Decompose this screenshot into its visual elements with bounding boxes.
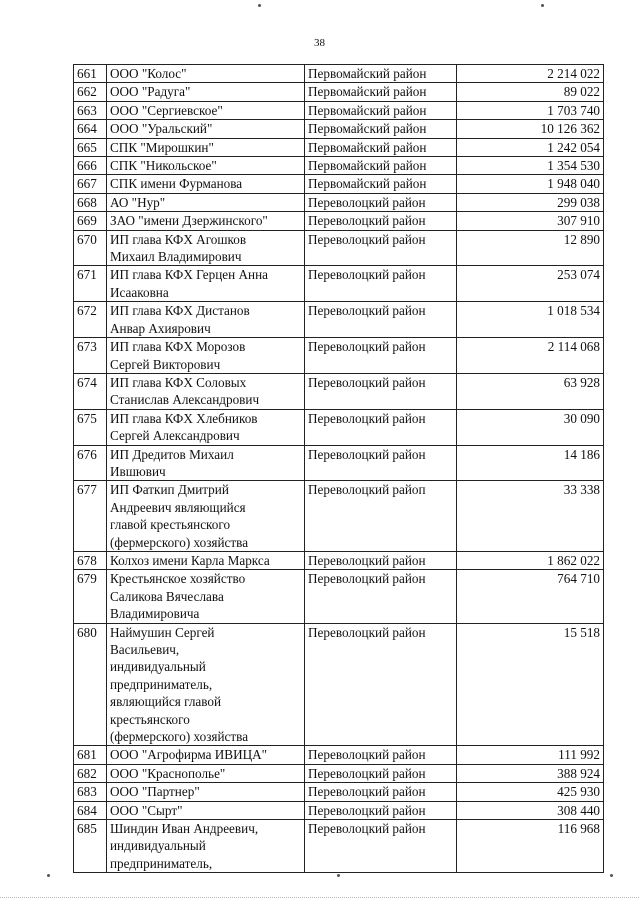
organization-name-cell: ЗАО "имени Дзержинского" <box>107 212 305 230</box>
amount-cell: 307 910 <box>457 212 604 230</box>
table-row <box>74 820 604 873</box>
organization-name-cell: ИП глава КФХ Дистанов Анвар Ахиярович <box>107 302 305 338</box>
district-cell: Первомайский район <box>305 101 457 119</box>
district-cell: Переволоцкий район <box>305 801 457 819</box>
row-number-cell: 676 <box>74 445 107 481</box>
amount-cell: 89 022 <box>457 83 604 101</box>
table-row <box>74 302 604 338</box>
registry-table <box>73 64 604 873</box>
amount-cell: 1 948 040 <box>457 175 604 193</box>
table-row <box>74 551 604 569</box>
amount-cell: 1 242 054 <box>457 138 604 156</box>
district-cell: Переволоцкий район <box>305 193 457 211</box>
table-row <box>74 764 604 782</box>
district-cell: Переволоцкий район <box>305 338 457 374</box>
district-cell: Переволоцкий район <box>305 820 457 873</box>
amount-cell: 1 703 740 <box>457 101 604 119</box>
table-row <box>74 623 604 746</box>
row-number-cell: 662 <box>74 83 107 101</box>
organization-name-cell: ИП Фаткип Дмитрий Андреевич являющийся главой крестьянского (фермерского) хозяйства <box>107 481 305 552</box>
row-number-cell: 671 <box>74 266 107 302</box>
table-row <box>74 409 604 445</box>
district-cell: Переволоцкий район <box>305 266 457 302</box>
district-cell: Переволоцкий район <box>305 570 457 623</box>
district-cell: Переволоцкий район <box>305 623 457 746</box>
table-row <box>74 338 604 374</box>
amount-cell: 425 930 <box>457 783 604 801</box>
amount-cell: 764 710 <box>457 570 604 623</box>
row-number-cell: 674 <box>74 373 107 409</box>
organization-name-cell: ООО "Агрофирма ИВИЦА" <box>107 746 305 764</box>
scan-speck <box>337 874 340 877</box>
district-cell: Первомайский район <box>305 138 457 156</box>
amount-cell: 2 114 068 <box>457 338 604 374</box>
amount-cell: 30 090 <box>457 409 604 445</box>
row-number-cell: 678 <box>74 551 107 569</box>
table-row <box>74 746 604 764</box>
table-row <box>74 175 604 193</box>
row-number-cell: 680 <box>74 623 107 746</box>
organization-name-cell: ООО "Сырт" <box>107 801 305 819</box>
table-row <box>74 783 604 801</box>
amount-cell: 299 038 <box>457 193 604 211</box>
district-cell: Первомайский район <box>305 120 457 138</box>
amount-cell: 12 890 <box>457 230 604 266</box>
row-number-cell: 666 <box>74 157 107 175</box>
organization-name-cell: ИП глава КФХ Соловых Станислав Александрович <box>107 373 305 409</box>
row-number-cell: 663 <box>74 101 107 119</box>
row-number-cell: 669 <box>74 212 107 230</box>
district-cell: Первомайский район <box>305 83 457 101</box>
organization-name-cell: СПК "Мирошкин" <box>107 138 305 156</box>
page-number: 38 <box>314 37 325 49</box>
amount-cell: 15 518 <box>457 623 604 746</box>
organization-name-cell: ООО "Краснополье" <box>107 764 305 782</box>
amount-cell: 1 018 534 <box>457 302 604 338</box>
district-cell: Переволоцкий райоп <box>305 481 457 552</box>
amount-cell: 33 338 <box>457 481 604 552</box>
table-row <box>74 373 604 409</box>
amount-cell: 1 862 022 <box>457 551 604 569</box>
district-cell: Переволоцкий район <box>305 783 457 801</box>
row-number-cell: 665 <box>74 138 107 156</box>
district-cell: Переволоцкий район <box>305 373 457 409</box>
registry-table-body <box>74 65 604 873</box>
district-cell: Переволоцкий район <box>305 230 457 266</box>
table-row <box>74 101 604 119</box>
row-number-cell: 670 <box>74 230 107 266</box>
row-number-cell: 673 <box>74 338 107 374</box>
table-row <box>74 193 604 211</box>
table-row <box>74 230 604 266</box>
row-number-cell: 681 <box>74 746 107 764</box>
organization-name-cell: ООО "Партнер" <box>107 783 305 801</box>
row-number-cell: 684 <box>74 801 107 819</box>
district-cell: Переволоцкий район <box>305 551 457 569</box>
table-row <box>74 481 604 552</box>
table-row <box>74 120 604 138</box>
district-cell: Переволоцкий район <box>305 409 457 445</box>
organization-name-cell: ООО "Сергиевское" <box>107 101 305 119</box>
row-number-cell: 668 <box>74 193 107 211</box>
district-cell: Переволоцкий район <box>305 212 457 230</box>
table-row <box>74 801 604 819</box>
district-cell: Переволоцкий район <box>305 445 457 481</box>
organization-name-cell: ИП Дредитов Михаил Ившювич <box>107 445 305 481</box>
organization-name-cell: ИП глава КФХ Агошков Михаил Владимирович <box>107 230 305 266</box>
district-cell: Первомайский район <box>305 65 457 83</box>
district-cell: Переволоцкий район <box>305 746 457 764</box>
amount-cell: 253 074 <box>457 266 604 302</box>
organization-name-cell: СПК "Никольское" <box>107 157 305 175</box>
amount-cell: 111 992 <box>457 746 604 764</box>
organization-name-cell: ИП глава КФХ Морозов Сергей Викторович <box>107 338 305 374</box>
organization-name-cell: Крестьянское хозяйство Саликова Вячеслава Владимировича <box>107 570 305 623</box>
scan-speck <box>610 874 613 877</box>
organization-name-cell: Шиндин Иван Андреевич, индивидуальный предприниматель, <box>107 820 305 873</box>
row-number-cell: 672 <box>74 302 107 338</box>
table-row <box>74 138 604 156</box>
row-number-cell: 675 <box>74 409 107 445</box>
row-number-cell: 667 <box>74 175 107 193</box>
amount-cell: 63 928 <box>457 373 604 409</box>
district-cell: Первомайский район <box>305 175 457 193</box>
amount-cell: 388 924 <box>457 764 604 782</box>
organization-name-cell: Колхоз имени Карла Маркса <box>107 551 305 569</box>
amount-cell: 10 126 362 <box>457 120 604 138</box>
amount-cell: 1 354 530 <box>457 157 604 175</box>
row-number-cell: 683 <box>74 783 107 801</box>
row-number-cell: 677 <box>74 481 107 552</box>
organization-name-cell: ИП глава КФХ Хлебников Сергей Александрович <box>107 409 305 445</box>
amount-cell: 308 440 <box>457 801 604 819</box>
table-row <box>74 157 604 175</box>
organization-name-cell: ООО "Колос" <box>107 65 305 83</box>
table-row <box>74 83 604 101</box>
table-row <box>74 266 604 302</box>
organization-name-cell: ИП глава КФХ Герцен Анна Исааковна <box>107 266 305 302</box>
row-number-cell: 685 <box>74 820 107 873</box>
district-cell: Первомайский район <box>305 157 457 175</box>
row-number-cell: 682 <box>74 764 107 782</box>
district-cell: Переволоцкий район <box>305 764 457 782</box>
table-row <box>74 445 604 481</box>
row-number-cell: 664 <box>74 120 107 138</box>
organization-name-cell: ООО "Радуга" <box>107 83 305 101</box>
scan-speck <box>258 4 261 7</box>
scan-speck <box>47 874 50 877</box>
scan-edge-line <box>0 897 639 898</box>
row-number-cell: 679 <box>74 570 107 623</box>
organization-name-cell: ООО "Уральский" <box>107 120 305 138</box>
amount-cell: 14 186 <box>457 445 604 481</box>
table-row <box>74 65 604 83</box>
row-number-cell: 661 <box>74 65 107 83</box>
amount-cell: 116 968 <box>457 820 604 873</box>
district-cell: Переволоцкий район <box>305 302 457 338</box>
organization-name-cell: Наймушин Сергей Васильевич, индивидуальный предприниматель, являющийся главой крестьянского (фермерского) хозяйства <box>107 623 305 746</box>
amount-cell: 2 214 022 <box>457 65 604 83</box>
scan-speck <box>541 4 544 7</box>
organization-name-cell: АО "Нур" <box>107 193 305 211</box>
table-row <box>74 212 604 230</box>
organization-name-cell: СПК имени Фурманова <box>107 175 305 193</box>
table-row <box>74 570 604 623</box>
